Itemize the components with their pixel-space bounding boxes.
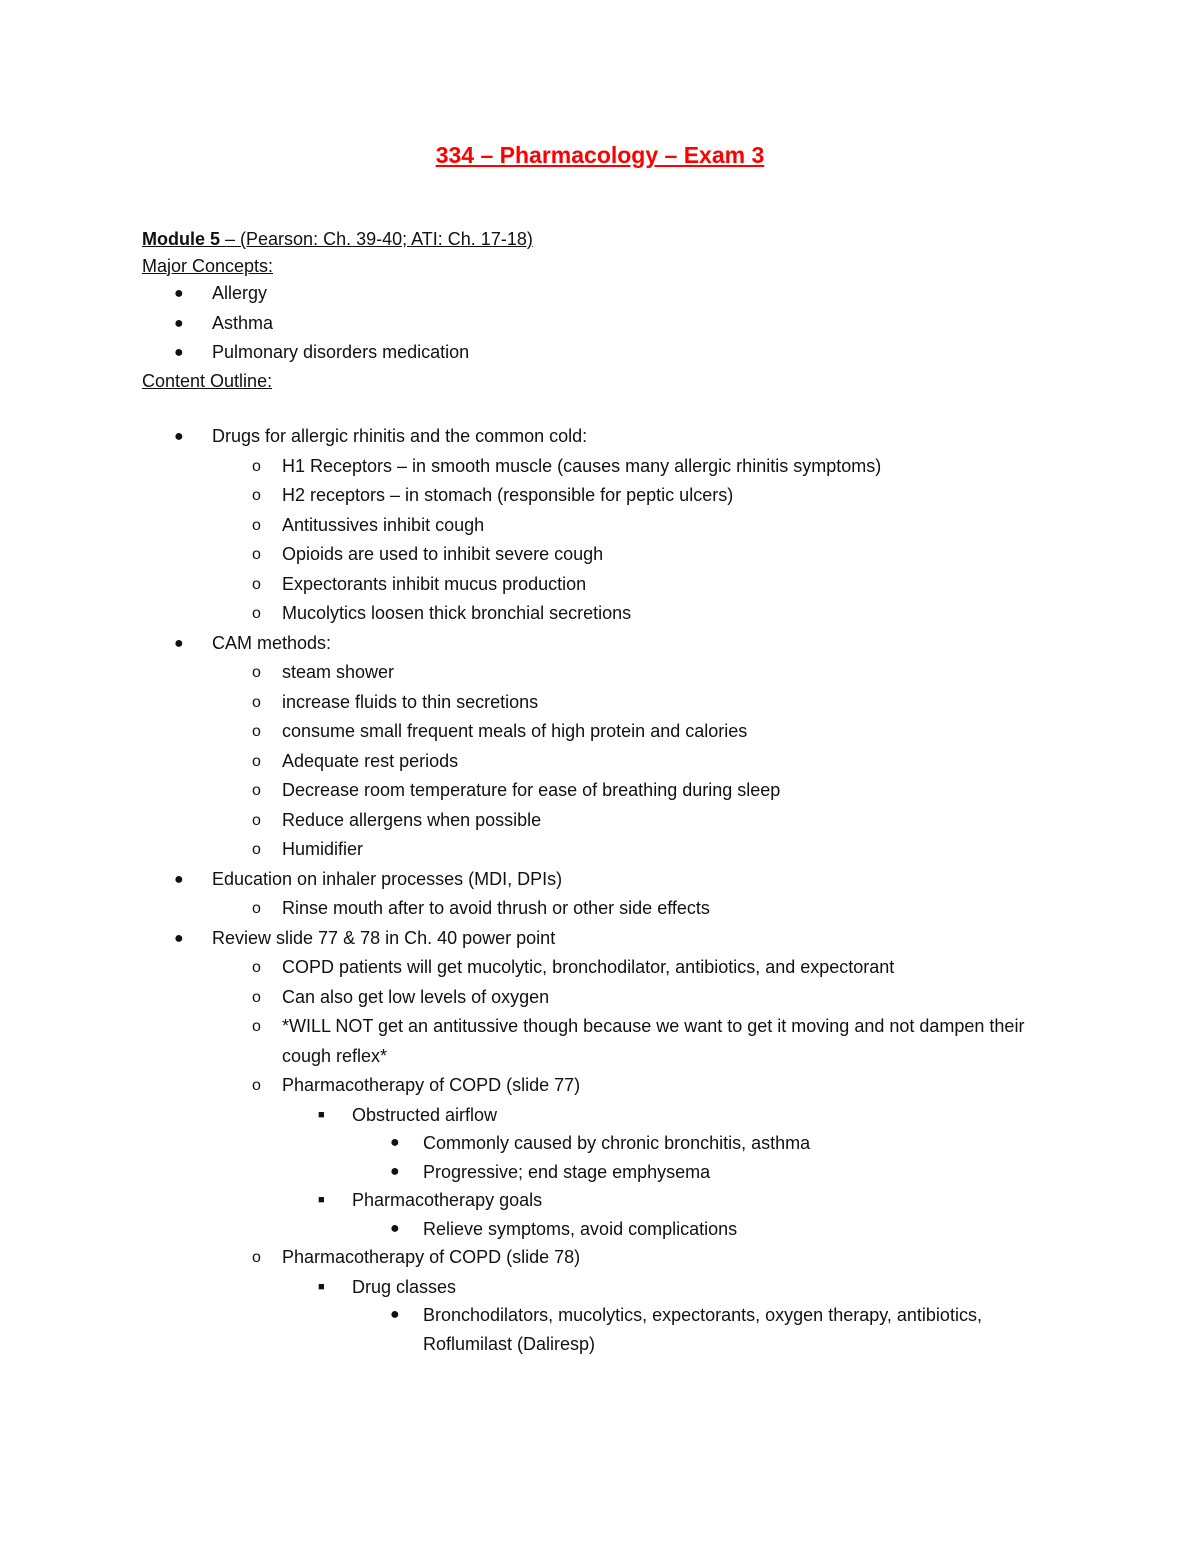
list-item [142, 776, 1072, 806]
square-bullet-icon: ■ [318, 1280, 325, 1293]
module-name: Module 5 [142, 229, 221, 249]
list-item [142, 1101, 1072, 1187]
list-item [142, 717, 1072, 747]
module-dash: – [220, 229, 241, 249]
circle-bullet-icon: o [252, 1077, 261, 1094]
list-item [142, 338, 1072, 368]
list-item [142, 806, 1072, 836]
list-item-text: Antitussives inhibit cough [282, 514, 485, 535]
list-item-text: Relieve symptoms, avoid complications [423, 1218, 738, 1239]
list-item-text: Mucolytics loosen thick bronchial secretions [282, 603, 632, 623]
bullet-icon: ● [390, 1306, 400, 1323]
list-item-text: Decrease room temperature for ease of breathing during sleep [282, 780, 781, 800]
list-item-text: Can also get low levels of oxygen [282, 986, 550, 1007]
square-bullet-icon: ■ [318, 1194, 325, 1206]
bullet-icon: ● [174, 314, 184, 332]
list-item-text: Humidifier [282, 839, 364, 859]
bullet-icon: ● [390, 1162, 400, 1180]
list-item [142, 658, 1072, 688]
spacer [142, 394, 1072, 422]
circle-bullet-icon: o [252, 487, 261, 504]
list-item [142, 894, 1072, 924]
list-item-text: *WILL NOT get an antitussive though because we want to get it moving and not dampen their cough reflex* [282, 1016, 1025, 1066]
list-item-text: Reduce allergens when possible [282, 809, 542, 830]
list-item [142, 1129, 1072, 1158]
bullet-icon: ● [390, 1134, 400, 1151]
circle-bullet-icon: o [252, 605, 261, 622]
list-item-text: COPD patients will get mucolytic, bronchodilator, antibiotics, and expectorant [282, 957, 895, 977]
circle-bullet-icon: o [252, 1249, 261, 1266]
bullet-icon: ● [174, 634, 184, 652]
section-label: Drugs for allergic rhinitis and the common cold: [212, 426, 588, 446]
bullet-icon: ● [174, 929, 184, 947]
list-item-text: consume small frequent meals of high protein and calories [282, 721, 748, 741]
list-item-text: Bronchodilators, mucolytics, expectorants, oxygen therapy, antibiotics, Roflumilast (Daliresp) [423, 1305, 982, 1354]
list-item-text: Asthma [212, 312, 274, 333]
circle-bullet-icon: o [252, 664, 261, 681]
list-item-text: Adequate rest periods [282, 750, 459, 771]
list-item-text: Pharmacotherapy of COPD (slide 77) [282, 1075, 581, 1095]
copd-slide-77 [142, 1071, 1072, 1243]
list-item-text: steam shower [282, 662, 395, 682]
bullet-icon: ● [174, 870, 184, 888]
list-item [142, 599, 1072, 629]
list-item [142, 1158, 1072, 1187]
list-item [142, 1215, 1072, 1244]
major-concepts-list [142, 279, 1072, 368]
list-item [142, 1012, 1072, 1071]
list-item [142, 1186, 1072, 1243]
list-item-text: Rinse mouth after to avoid thrush or other side effects [282, 898, 710, 918]
circle-bullet-icon: o [252, 516, 261, 534]
section-drugs [142, 422, 1072, 629]
list-item-text: Obstructed airflow [352, 1104, 498, 1125]
circle-bullet-icon: o [252, 693, 261, 711]
list-item-text: Progressive; end stage emphysema [423, 1161, 711, 1182]
circle-bullet-icon: o [252, 723, 261, 740]
circle-bullet-icon: o [252, 782, 261, 799]
list-item-text: increase fluids to thin secretions [282, 691, 539, 712]
list-item [142, 540, 1072, 570]
section-education [142, 865, 1072, 924]
list-item [142, 1301, 1072, 1358]
section-cam [142, 629, 1072, 865]
list-item-text: H1 Receptors – in smooth muscle (causes many allergic rhinitis symptoms) [282, 455, 882, 476]
list-item-text: Pharmacotherapy of COPD (slide 78) [282, 1247, 581, 1267]
bullet-icon: ● [174, 344, 184, 361]
list-item [142, 983, 1072, 1013]
circle-bullet-icon: o [252, 900, 261, 917]
list-item-text: Pulmonary disorders medication [212, 342, 470, 362]
circle-bullet-icon: o [252, 811, 261, 829]
list-item-text: Expectorants inhibit mucus production [282, 573, 587, 594]
document-body [142, 226, 1072, 1358]
major-concepts-heading: Major Concepts: [142, 255, 274, 276]
list-item [142, 511, 1072, 541]
module-heading [142, 226, 1072, 253]
bullet-icon: ● [390, 1219, 400, 1237]
list-item-text: Opioids are used to inhibit severe cough [282, 544, 604, 564]
circle-bullet-icon: o [252, 457, 261, 475]
circle-bullet-icon: o [252, 841, 261, 858]
bullet-icon: ● [174, 285, 184, 302]
circle-bullet-icon: o [252, 546, 261, 563]
square-bullet-icon: ■ [318, 1108, 325, 1121]
content-outline-list [142, 422, 1072, 1358]
bullet-icon: ● [174, 428, 184, 445]
content-outline-heading: Content Outline: [142, 370, 273, 391]
document-title: 334 – Pharmacology – Exam 3 [435, 142, 765, 168]
module-refs: (Pearson: Ch. 39-40; ATI: Ch. 17-18) [240, 229, 533, 249]
circle-bullet-icon: o [252, 988, 261, 1006]
list-item [142, 688, 1072, 718]
list-item [142, 309, 1072, 339]
list-item [142, 747, 1072, 777]
circle-bullet-icon: o [252, 575, 261, 593]
section-label: Review slide 77 & 78 in Ch. 40 power point [212, 927, 556, 948]
list-item [142, 835, 1072, 865]
list-item-text: Pharmacotherapy goals [352, 1190, 543, 1210]
list-item [142, 452, 1072, 482]
circle-bullet-icon: o [252, 752, 261, 770]
section-label: Education on inhaler processes (MDI, DPIs) [212, 868, 563, 889]
circle-bullet-icon: o [252, 959, 261, 976]
list-item-text: Allergy [212, 283, 268, 303]
list-item [142, 953, 1072, 983]
circle-bullet-icon: o [252, 1018, 261, 1035]
list-item-text: Commonly caused by chronic bronchitis, asthma [423, 1133, 811, 1153]
list-item-text: H2 receptors – in stomach (responsible for peptic ulcers) [282, 485, 734, 505]
section-label: CAM methods: [212, 632, 332, 653]
list-item [142, 279, 1072, 309]
copd-slide-78 [142, 1243, 1072, 1358]
list-item [142, 1273, 1072, 1359]
list-item [142, 481, 1072, 511]
list-item-text: Drug classes [352, 1276, 457, 1297]
list-item [142, 570, 1072, 600]
section-review [142, 924, 1072, 1359]
